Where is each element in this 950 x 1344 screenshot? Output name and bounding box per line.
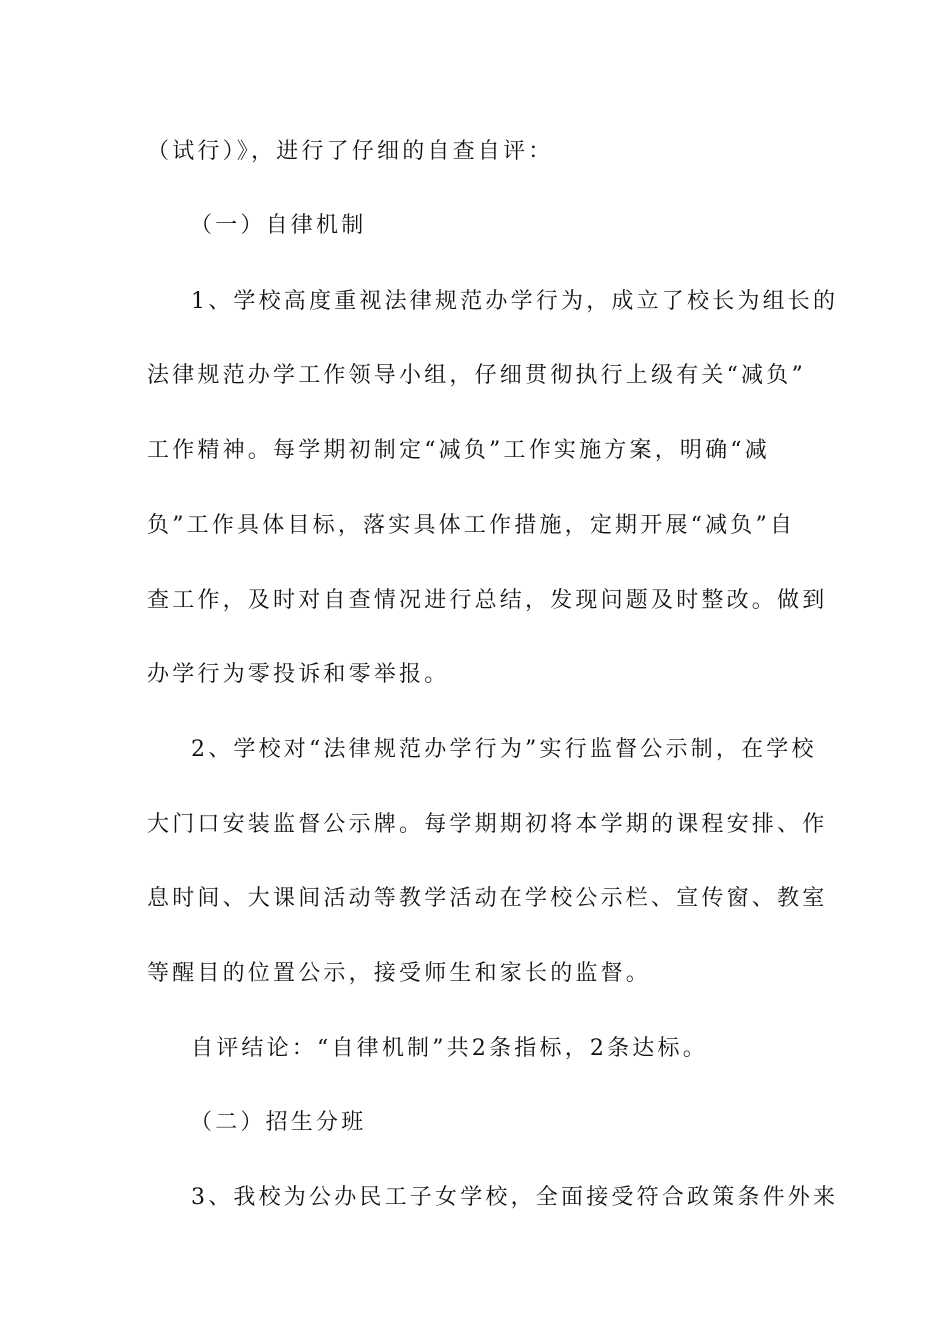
paragraph-line: 工作精神。每学期初制定“减负”工作实施方案，明确“减 bbox=[147, 438, 770, 463]
conclusion-line: 自评结论：“自律机制”共2条指标，2条达标。 bbox=[191, 1036, 708, 1061]
paragraph-line: 负”工作具体目标，落实具体工作措施，定期开展“减负”自 bbox=[147, 513, 796, 538]
text-line: （试行）》，进行了仔细的自查自评： bbox=[147, 139, 554, 164]
section-heading: （一）自律机制 bbox=[190, 213, 367, 238]
section-heading: （二）招生分班 bbox=[190, 1110, 367, 1135]
paragraph-line: 1、学校高度重视法律规范办学行为，成立了校长为组长的 bbox=[191, 289, 839, 314]
paragraph-line: 大门口安装监督公示牌。每学期期初将本学期的课程安排、作 bbox=[147, 812, 828, 837]
paragraph-line: 查工作，及时对自查情况进行总结，发现问题及时整改。做到 bbox=[147, 588, 828, 613]
paragraph-line: 息时间、大课间活动等教学活动在学校公示栏、宣传窗、教室 bbox=[147, 886, 828, 911]
paragraph-line: 等醒目的位置公示，接受师生和家长的监督。 bbox=[147, 961, 652, 986]
paragraph-line: 3、我校为公办民工子女学校，全面接受符合政策条件外来 bbox=[191, 1185, 839, 1210]
paragraph-line: 办学行为零投诉和零举报。 bbox=[147, 662, 450, 687]
paragraph-line: 2、学校对“法律规范办学行为”实行监督公示制，在学校 bbox=[191, 737, 817, 762]
paragraph-line: 法律规范办学工作领导小组，仔细贯彻执行上级有关“减负” bbox=[147, 363, 806, 388]
